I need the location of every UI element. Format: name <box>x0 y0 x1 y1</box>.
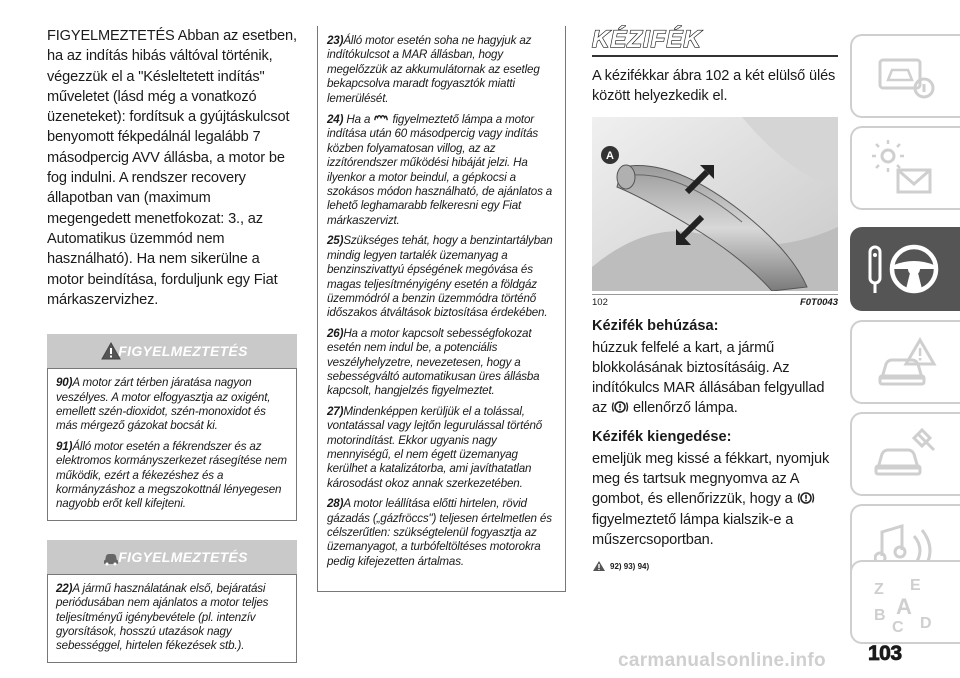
note-91 <box>56 440 288 512</box>
note-text: Álló motor esetén a fékrendszer és az elektromos kormányszerkezet rásegítése nem működik, ezért a fékezéshez és a kormányzáshoz a megszokottnál lényegesen nagyobb erőt kell kifejteni. <box>56 439 287 511</box>
release-text <box>592 449 838 550</box>
tab-index[interactable] <box>850 560 960 644</box>
figure-label-a: A <box>606 149 614 162</box>
note-number: 24) <box>327 113 344 127</box>
car-hand-icon <box>101 547 121 567</box>
tab-starting-driving[interactable] <box>850 227 960 311</box>
note-number: 90) <box>56 376 73 390</box>
note-22 <box>56 582 288 654</box>
right-column <box>592 26 838 572</box>
tab-car-info[interactable] <box>850 34 960 118</box>
warning-car-icon <box>874 336 938 392</box>
tab-warning-lights[interactable] <box>850 126 960 210</box>
tab-maintenance[interactable] <box>850 412 960 496</box>
warning-box-2 <box>47 574 297 663</box>
note-number: 23) <box>327 34 344 47</box>
release-heading: Kézifék kiengedése: <box>592 428 732 445</box>
warning-title-1: FIGYELMEZTETÉS <box>118 343 248 360</box>
warning-triangle-icon <box>101 341 121 361</box>
note-text: A motor zárt térben járatása nagyon veszélyes. A motor elfogyasztja az oxigént, emellett szén-dioxidot, szén-monoxidot és más mérgező gázokat bocsát ki. <box>56 376 271 433</box>
note-25 <box>327 234 556 320</box>
middle-column-notes <box>317 26 566 592</box>
note-26 <box>327 327 556 399</box>
engage-heading: Kézifék behúzása: <box>592 317 719 334</box>
note-text: Ha a motor kapcsolt sebességfokozat esetén nem indul be, a potenciális veszélyhelyzetre, nevezetesen, hogy a sebességváltó automatikusan üres állásba kapcsolt, hangjelzés figyelmeztet. <box>327 326 540 398</box>
section-title: KÉZIFÉK <box>592 26 702 53</box>
note-number: 22) <box>56 581 73 595</box>
intro-paragraph: FIGYELMEZTETÉS Abban az esetben, ha az indítás hibás váltóval történik, végezzük el a "Késleltetett indítás" műveletet (lásd még a vonatkozó üzeneteket): fordítsuk a gyújtáskulcsot benyomott fékpedálnál legalább 7 másodpercig AVV állásba, a motor be fog indulni. A rendszer recovery állapotban van (maximum megengedett menetfokozat: 3., az Automatikus üzemmód nem használható). Ha nem sikerülne a motor beindítása, forduljunk egy Fiat márkaszervizhez. <box>47 28 297 308</box>
glow-plug-icon <box>373 112 389 123</box>
warning-references <box>592 560 838 572</box>
chapter-tab-bar <box>850 34 960 644</box>
figure-code: F0T0043 <box>799 296 838 308</box>
svg-text:A: A <box>896 594 912 619</box>
svg-text:B: B <box>874 607 886 624</box>
note-24 <box>327 112 556 228</box>
note-text: Álló motor esetén soha ne hagyjuk az indítókulcsot a MAR állásban, hogy megelőzzük az akkumulátornak az esetleg bekapcsolva maradt fogyasztók miatti lemerülését. <box>327 34 540 105</box>
reference-numbers: 92) 93) 94) <box>610 561 650 571</box>
handbrake-figure <box>592 117 838 291</box>
release-text-after: figyelmeztető lámpa kialszik-e a műszercsoportban. <box>592 511 794 548</box>
note-text: Mindenképpen kerüljük el a tolással, vontatással vagy lejtőn legurulással történő motorindítást. Ekkor ugyanis nagy mennyiségű, el nem égett üzemanyag kerülhet a katalizátorba, ami javíthatatlan károsodást okoz annak szerkezetében. <box>327 404 543 490</box>
release-text-before: emeljük meg kissé a fékkart, nyomjuk meg és tartsuk megnyomva az A gombot, és ellenőrizzük, hogy a <box>592 450 830 508</box>
svg-text:D: D <box>920 615 932 632</box>
svg-text:Z: Z <box>874 581 884 598</box>
note-number: 91) <box>56 439 73 453</box>
warning-triangle-icon <box>592 560 606 572</box>
warning-header-2 <box>47 540 297 574</box>
car-info-icon <box>874 52 938 102</box>
engage-text-before: húzzuk felfelé a kart, a jármű blokkolásának biztosításáig. Az indítókulcs MAR állásában felgyullad az <box>592 339 825 417</box>
note-text: A motor leállítása előtti hirtelen, rövid gázadás („gázfröccs") teljesen értelmetlen és célszerűtlen: szükségtelenül fogyasztja az üzemanyagot, a turbófeltöltéses motorokra pedig kifejezetten ártalmas. <box>327 497 552 568</box>
note-90 <box>56 376 288 434</box>
note-27 <box>327 405 556 491</box>
steering-wheel-key-icon <box>864 239 944 299</box>
note-23 <box>327 34 556 106</box>
note-text: figyelmeztető lámpa a motor indítása után 60 másodpercig vagy indítás közben folyamatosan villog, az az izzítórendszer működési hibáját jelzi. Ha ilyenkor a motor beindul, a gépkocsi a szokásos módon használható, de ajánlatos a lehető leghamarabb felkeresni egy Fiat márkaszervizt. <box>327 113 553 227</box>
note-28 <box>327 497 556 569</box>
note-number: 25) <box>327 234 344 248</box>
warning-block-1 <box>47 334 297 521</box>
warning-box-1 <box>47 368 297 521</box>
svg-text:E: E <box>910 577 921 594</box>
warning-lights-icon <box>872 140 936 200</box>
index-letters-icon <box>870 572 940 632</box>
warning-header-1 <box>47 334 297 368</box>
brake-lamp-icon <box>611 400 629 414</box>
note-text: Szükséges tehát, hogy a benzintartályban mindig legyen tartalék üzemanyag a benzinszivattyú épségének megóvása és magas teljesítményigény esetén a földgáz üzemmódról a benzin üzemmódra történő időszakos átváltások biztosítása érdekében. <box>327 234 553 320</box>
engage-text <box>592 338 838 419</box>
title-rule <box>592 55 838 57</box>
brake-lamp-icon <box>797 491 815 505</box>
svg-text:C: C <box>892 619 904 632</box>
tab-emergency[interactable] <box>850 320 960 404</box>
engage-text-after: ellenőrző lámpa. <box>632 400 738 417</box>
figure-caption <box>592 294 838 308</box>
note-number: 27) <box>327 404 344 418</box>
car-service-icon <box>874 428 938 484</box>
note-text: A jármű használatának első, bejáratási periódusában nem ajánlatos a motor teljes teljesítményű igénybevétele (pl. intenzív gyorsítások, hosszú utazások nagy sebességgel, hirtelen fékezések stb.). <box>56 581 269 653</box>
watermark: carmanualsonline.info <box>618 650 826 671</box>
warning-block-2 <box>47 540 297 663</box>
handbrake-intro: A kézifékkar ábra 102 a két elülső ülés között helyezkedik el. <box>592 68 836 105</box>
left-column <box>47 26 297 663</box>
note-number: 26) <box>327 326 344 340</box>
warning-title-2: FIGYELMEZTETÉS <box>118 548 248 565</box>
figure-number: 102 <box>592 296 608 308</box>
note-number: 28) <box>327 497 344 511</box>
page-number: 103 <box>868 642 902 665</box>
handbrake-illustration <box>592 117 838 291</box>
note-text-pre: Ha a <box>346 113 371 127</box>
